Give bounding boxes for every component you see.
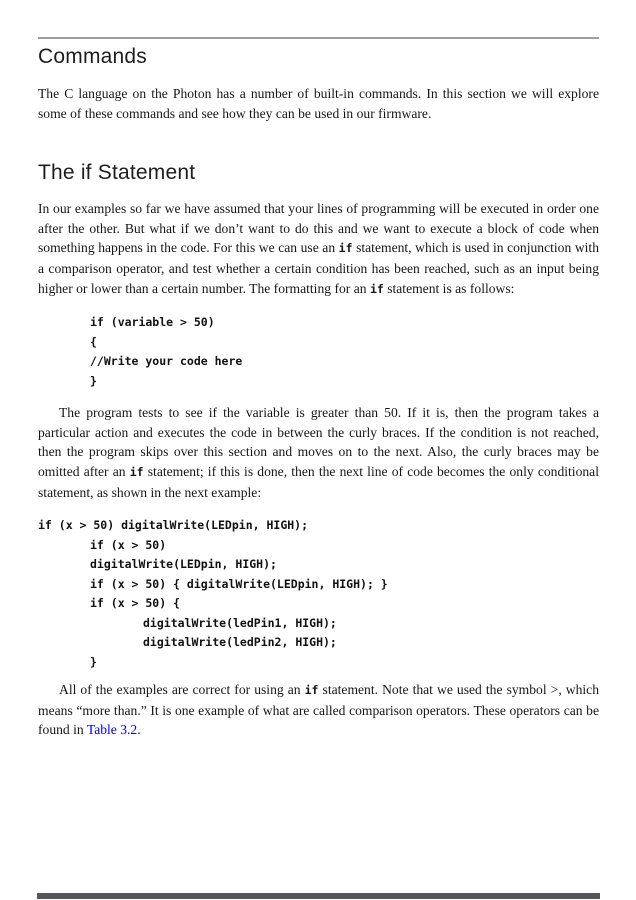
code-line: if (x > 50) { digitalWrite(LEDpin, HIGH); } xyxy=(90,576,388,591)
section-divider-rule xyxy=(38,37,599,39)
inline-code-if: if xyxy=(369,281,384,296)
code-line: if (x > 50) xyxy=(90,537,167,552)
code-line: { xyxy=(90,334,97,349)
explanation-paragraph xyxy=(38,403,599,502)
code-line: //Write your code here xyxy=(90,354,243,369)
inline-code-if: if xyxy=(304,683,319,698)
explanation-seg1: The program tests to see if the variable is greater than 50. If it is, then the program takes a particular action and executes the code in between the curly braces. If the condition is not reached, then the program skips over this section and moves on to the next. Also, the curly braces may be omitted after an xyxy=(38,405,599,479)
inline-code-if: if xyxy=(338,241,353,256)
code-line: if (x > 50) { xyxy=(90,596,181,611)
if-intro-seg1: In our examples so far we have assumed that your lines of programming will be executed in order one after the other. But what if we don’t want to do this and we want to execute a block of code when something happens in the code. For this we can use an xyxy=(38,201,599,256)
inline-code-if: if xyxy=(129,464,144,479)
conclusion-seg2: statement. Note that we used the symbol >, which means “more than.” It is one example of what are called comparison operators. These operators can be found in xyxy=(38,682,599,738)
code-sample-if-format xyxy=(38,313,599,391)
code-line: digitalWrite(LEDpin, HIGH); xyxy=(90,557,277,572)
conclusion-seg3: . xyxy=(137,722,141,738)
intro-text: The C language on the Photon has a number of built-in commands. In this section we will explore some of these commands and see how they can be used in our firmware. xyxy=(38,86,599,121)
if-intro-paragraph xyxy=(38,199,599,299)
explanation-seg2: statement; if this is done, then the next line of code becomes the only conditional statement, as shown in the next example: xyxy=(38,463,599,500)
text-column xyxy=(38,37,599,740)
section-heading: The if Statement xyxy=(38,161,196,185)
if-intro-seg2: statement, which is used in conjunction with a comparison operator, and test whether a certain condition has been reached, such as an input being higher or lower than a certain number. The formatting for an xyxy=(38,240,599,296)
chapter-heading: Commands xyxy=(38,45,147,68)
code-line: digitalWrite(ledPin1, HIGH); xyxy=(143,615,337,630)
code-line: if (variable > 50) xyxy=(90,315,215,330)
intro-paragraph xyxy=(38,84,599,123)
conclusion-paragraph xyxy=(38,680,599,740)
code-line: if (x > 50) digitalWrite(LEDpin, HIGH); xyxy=(38,518,309,533)
conclusion-seg1: All of the examples are correct for using an xyxy=(59,682,305,698)
next-page-table-edge-bar xyxy=(37,893,600,899)
code-line: digitalWrite(ledPin2, HIGH); xyxy=(143,635,337,650)
code-line: } xyxy=(90,654,97,669)
code-sample-if-variants xyxy=(38,516,599,672)
code-line: } xyxy=(90,373,97,388)
if-intro-seg3: statement is as follows: xyxy=(383,280,515,296)
table-3-2-link[interactable]: Table 3.2 xyxy=(86,722,138,738)
